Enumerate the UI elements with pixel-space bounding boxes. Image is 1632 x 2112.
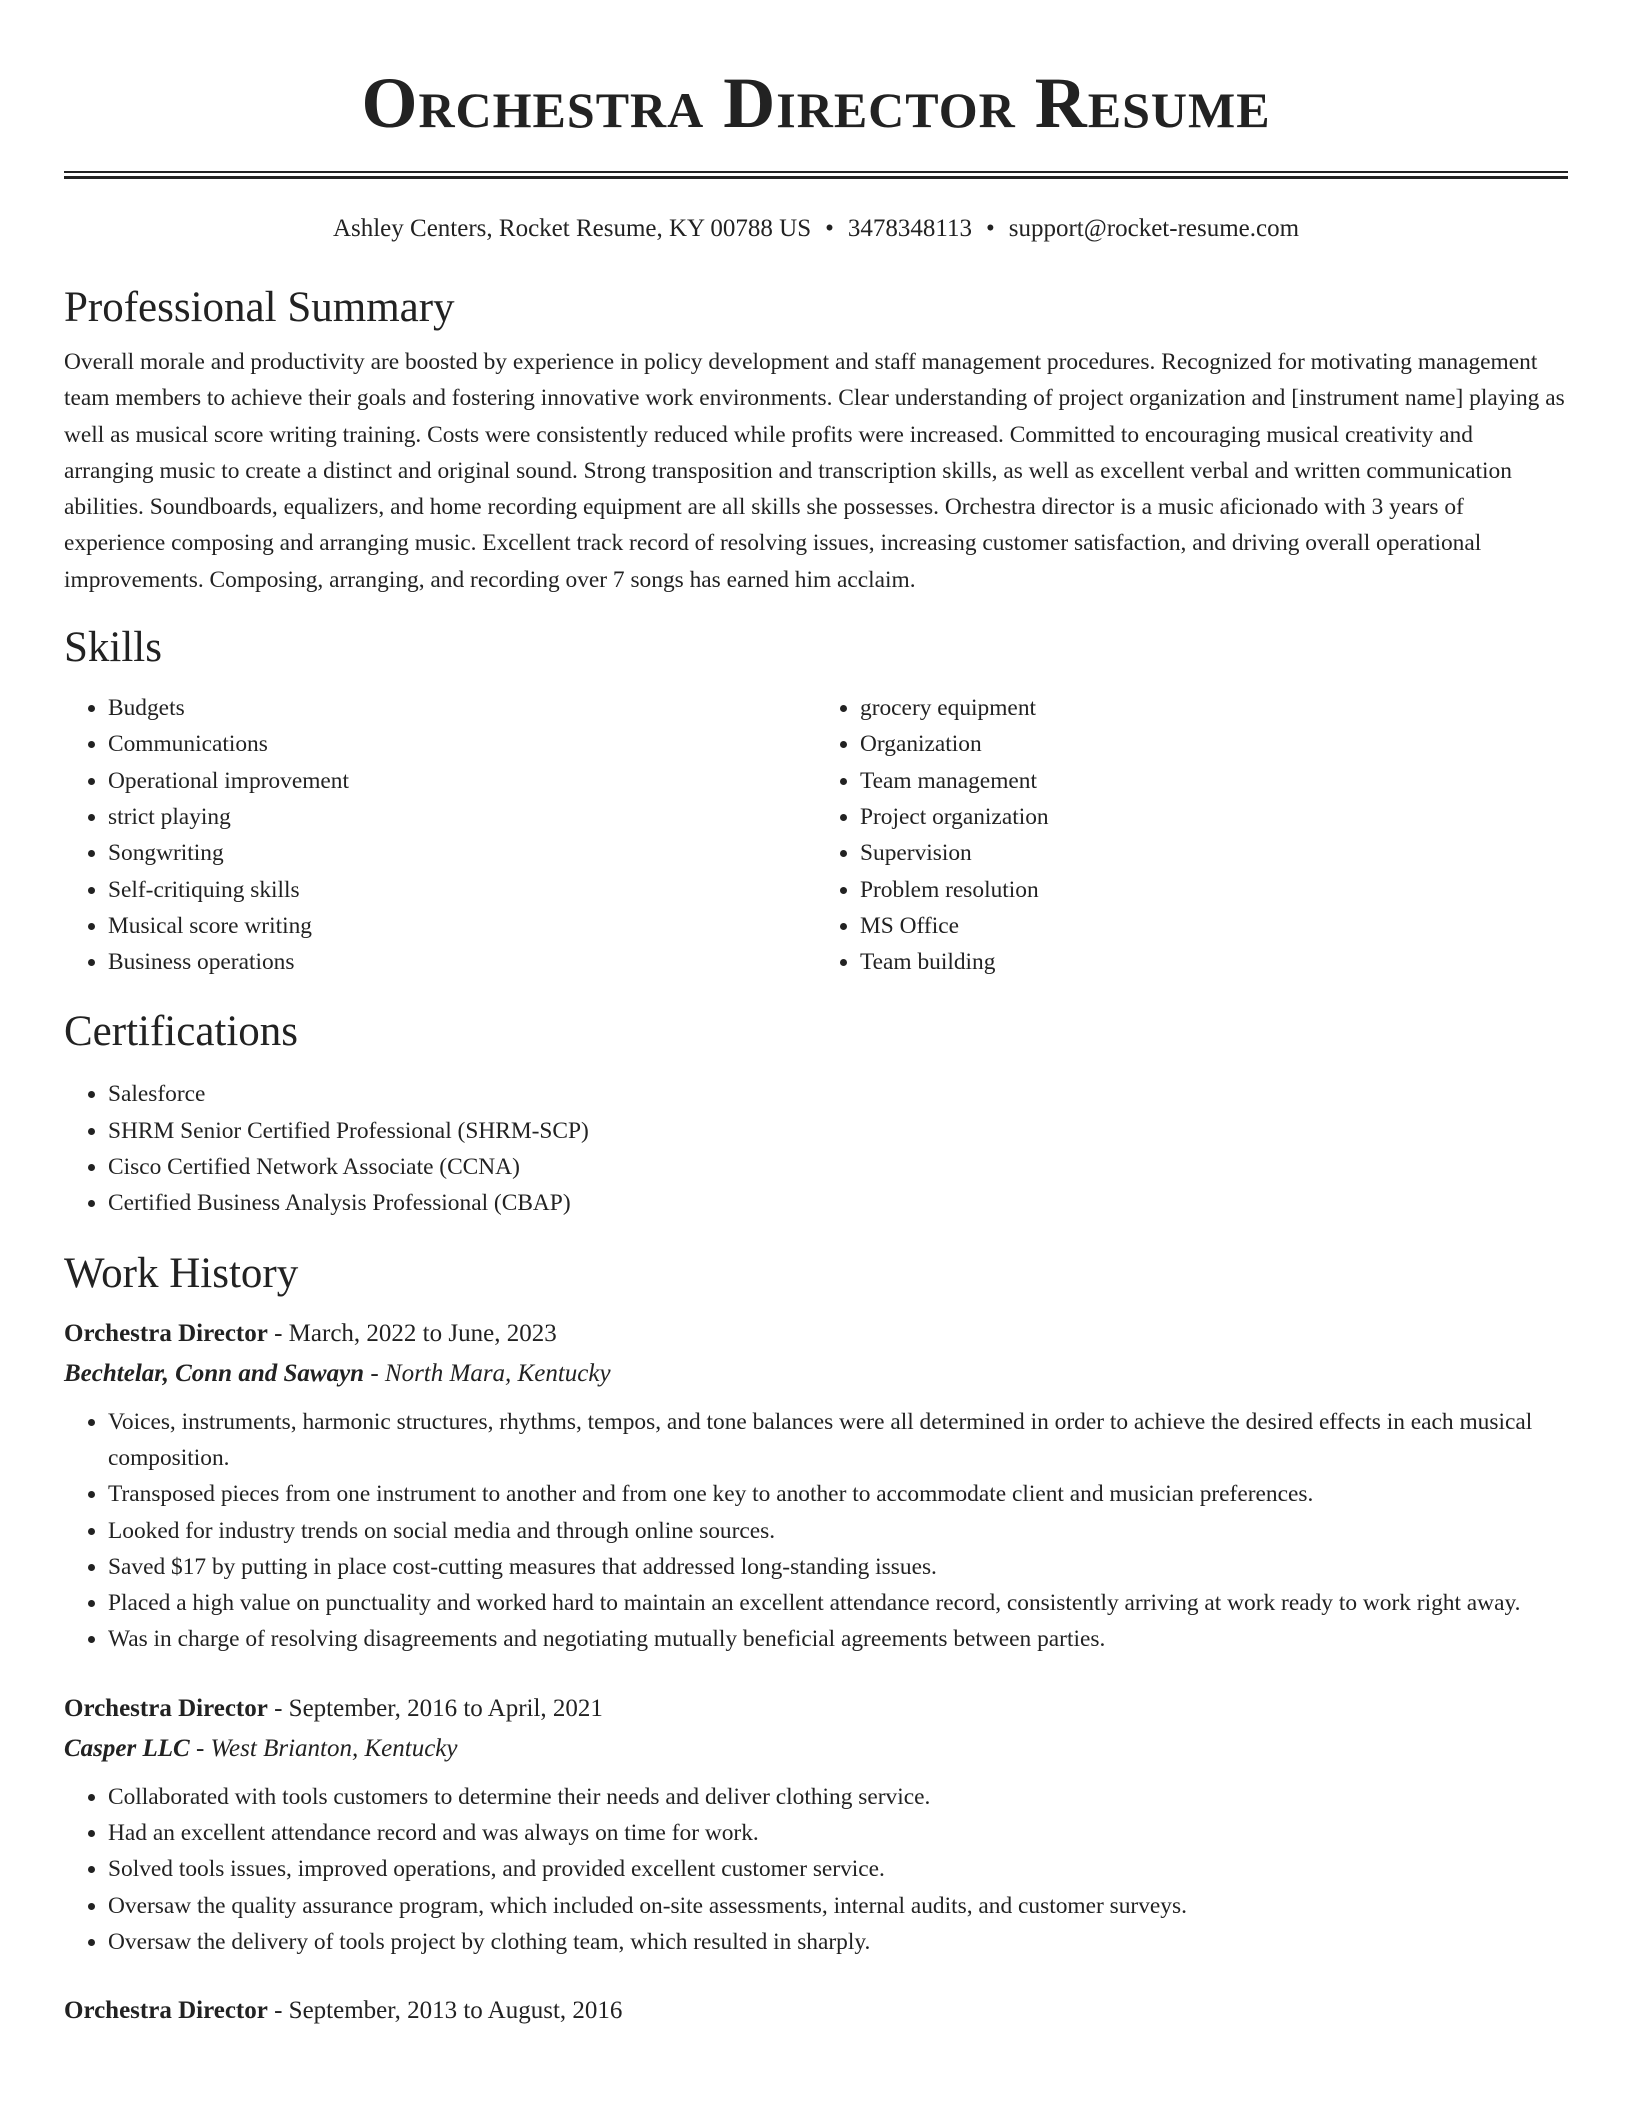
work-history-heading: Work History [64, 1249, 299, 1297]
job-location: - North Mara, Kentucky [364, 1359, 611, 1387]
job-bullet: • Oversaw the quality assurance program, which included on-site assessments, internal audits, and customer surveys. [108, 1888, 1568, 1924]
contact-email: support@rocket-resume.com [1008, 215, 1300, 242]
job-bullet: • Oversaw the delivery of tools project by clothing team, which resulted in sharply. [108, 1924, 1568, 1960]
job-bullet: • Collaborated with tools customers to determine their needs and deliver clothing service. [108, 1779, 1568, 1815]
skill-item: • strict playing [108, 799, 816, 835]
job-title: Orchestra Director [64, 1319, 268, 1347]
job-title-line [64, 1689, 1568, 1729]
certification-item: • Salesforce [108, 1076, 1568, 1112]
skill-item: • Organization [860, 726, 1568, 762]
certifications-heading: Certifications [64, 1008, 299, 1056]
skills-list-right [816, 690, 1568, 980]
contact-phone: 3478348113 [847, 215, 972, 242]
job-title-line [64, 1991, 1568, 2031]
contact-separator: • [985, 215, 995, 242]
page-title: Orchestra Director Resume [361, 63, 1271, 143]
job-bullet: • Placed a high value on punctuality and worked hard to maintain an excellent attendance record, consistently arriving at work ready to work right away. [108, 1585, 1568, 1621]
skill-item: • Business operations [108, 944, 816, 980]
summary-heading: Professional Summary [64, 284, 455, 331]
job-dates: - March, 2022 to June, 2023 [267, 1319, 557, 1347]
job-bullet: • Was in charge of resolving disagreements and negotiating mutually beneficial agreements between parties. [108, 1621, 1568, 1657]
job-bullets [64, 1404, 1568, 1658]
job-company-line [64, 1354, 1568, 1394]
skill-item: • Team management [860, 763, 1568, 799]
job-dates: - September, 2016 to April, 2021 [267, 1694, 603, 1722]
job-company-line [64, 1729, 1568, 1769]
job-entry [64, 1314, 1568, 1658]
job-company: Bechtelar, Conn and Sawayn [64, 1359, 365, 1387]
skill-item: • Musical score writing [108, 908, 816, 944]
job-company: Casper LLC [64, 1734, 190, 1762]
skill-item: • Supervision [860, 835, 1568, 871]
contact-separator: • [825, 215, 834, 242]
job-bullet: • Solved tools issues, improved operations, and provided excellent customer service. [108, 1851, 1568, 1887]
certifications-list [64, 1076, 1568, 1221]
summary-text: Overall morale and productivity are boosted by experience in policy development and staff management procedures. Recognized for motivating management team members to achieve their goals and fostering innovative work environments. Clear understanding of project organization and [instrument name] playing as well as musical score writing training. Costs were consistently reduced while profits were increased. Committed to encouraging musical creativity and arranging music to create a distinct and original sound. Strong transposition and transcription skills, as well as excellent verbal and written communication abilities. Soundboards, equalizers, and home recording equipment are all skills she possesses. Orchestra director is a music aficionado with 3 years of experience composing and arranging music. Excellent track record of resolving issues, increasing customer satisfaction, and driving overall operational improvements. Composing, arranging, and recording over 7 songs has earned him acclaim. [64, 349, 1565, 593]
skill-item: • Self-critiquing skills [108, 872, 816, 908]
skill-item: • Songwriting [108, 835, 816, 871]
job-bullet: • Saved $17 by putting in place cost-cutting measures that addressed long-standing issues. [108, 1549, 1568, 1585]
skills-heading: Skills [64, 624, 162, 672]
title-divider [64, 171, 1568, 179]
skills-list-left [64, 690, 816, 980]
job-title: Orchestra Director [64, 1997, 268, 2025]
job-title-line [64, 1314, 1568, 1354]
skill-item: • Communications [108, 726, 816, 762]
skill-item: • grocery equipment [860, 690, 1568, 726]
skill-item: • Problem resolution [860, 872, 1568, 908]
job-bullet: • Had an excellent attendance record and was always on time for work. [108, 1815, 1568, 1851]
skill-item: • MS Office [860, 908, 1568, 944]
job-bullets [64, 1779, 1568, 1960]
job-entry [64, 1689, 1568, 1960]
skill-item: • Budgets [108, 690, 816, 726]
contact-line [64, 212, 1568, 246]
skill-item: • Operational improvement [108, 763, 816, 799]
job-bullet: • Transposed pieces from one instrument to another and from one key to another to accommodate client and musician preferences. [108, 1476, 1568, 1512]
certification-item: • SHRM Senior Certified Professional (SHRM-SCP) [108, 1113, 1568, 1149]
job-bullet: • Voices, instruments, harmonic structures, rhythms, tempos, and tone balances were all determined in order to achieve the desired effects in each musical composition. [108, 1404, 1568, 1477]
skill-item: • Project organization [860, 799, 1568, 835]
certification-item: • Certified Business Analysis Professional (CBAP) [108, 1185, 1568, 1221]
contact-address: Ashley Centers, Rocket Resume, KY 00788 US [332, 215, 812, 242]
job-location: - West Brianton, Kentucky [189, 1734, 458, 1762]
skills-columns [64, 690, 1568, 980]
job-dates: - September, 2013 to August, 2016 [267, 1997, 623, 2025]
job-entry [64, 1991, 1568, 2031]
job-title: Orchestra Director [64, 1694, 268, 1722]
skill-item: • Team building [860, 944, 1568, 980]
certification-item: • Cisco Certified Network Associate (CCNA) [108, 1149, 1568, 1185]
job-bullet: • Looked for industry trends on social media and through online sources. [108, 1513, 1568, 1549]
